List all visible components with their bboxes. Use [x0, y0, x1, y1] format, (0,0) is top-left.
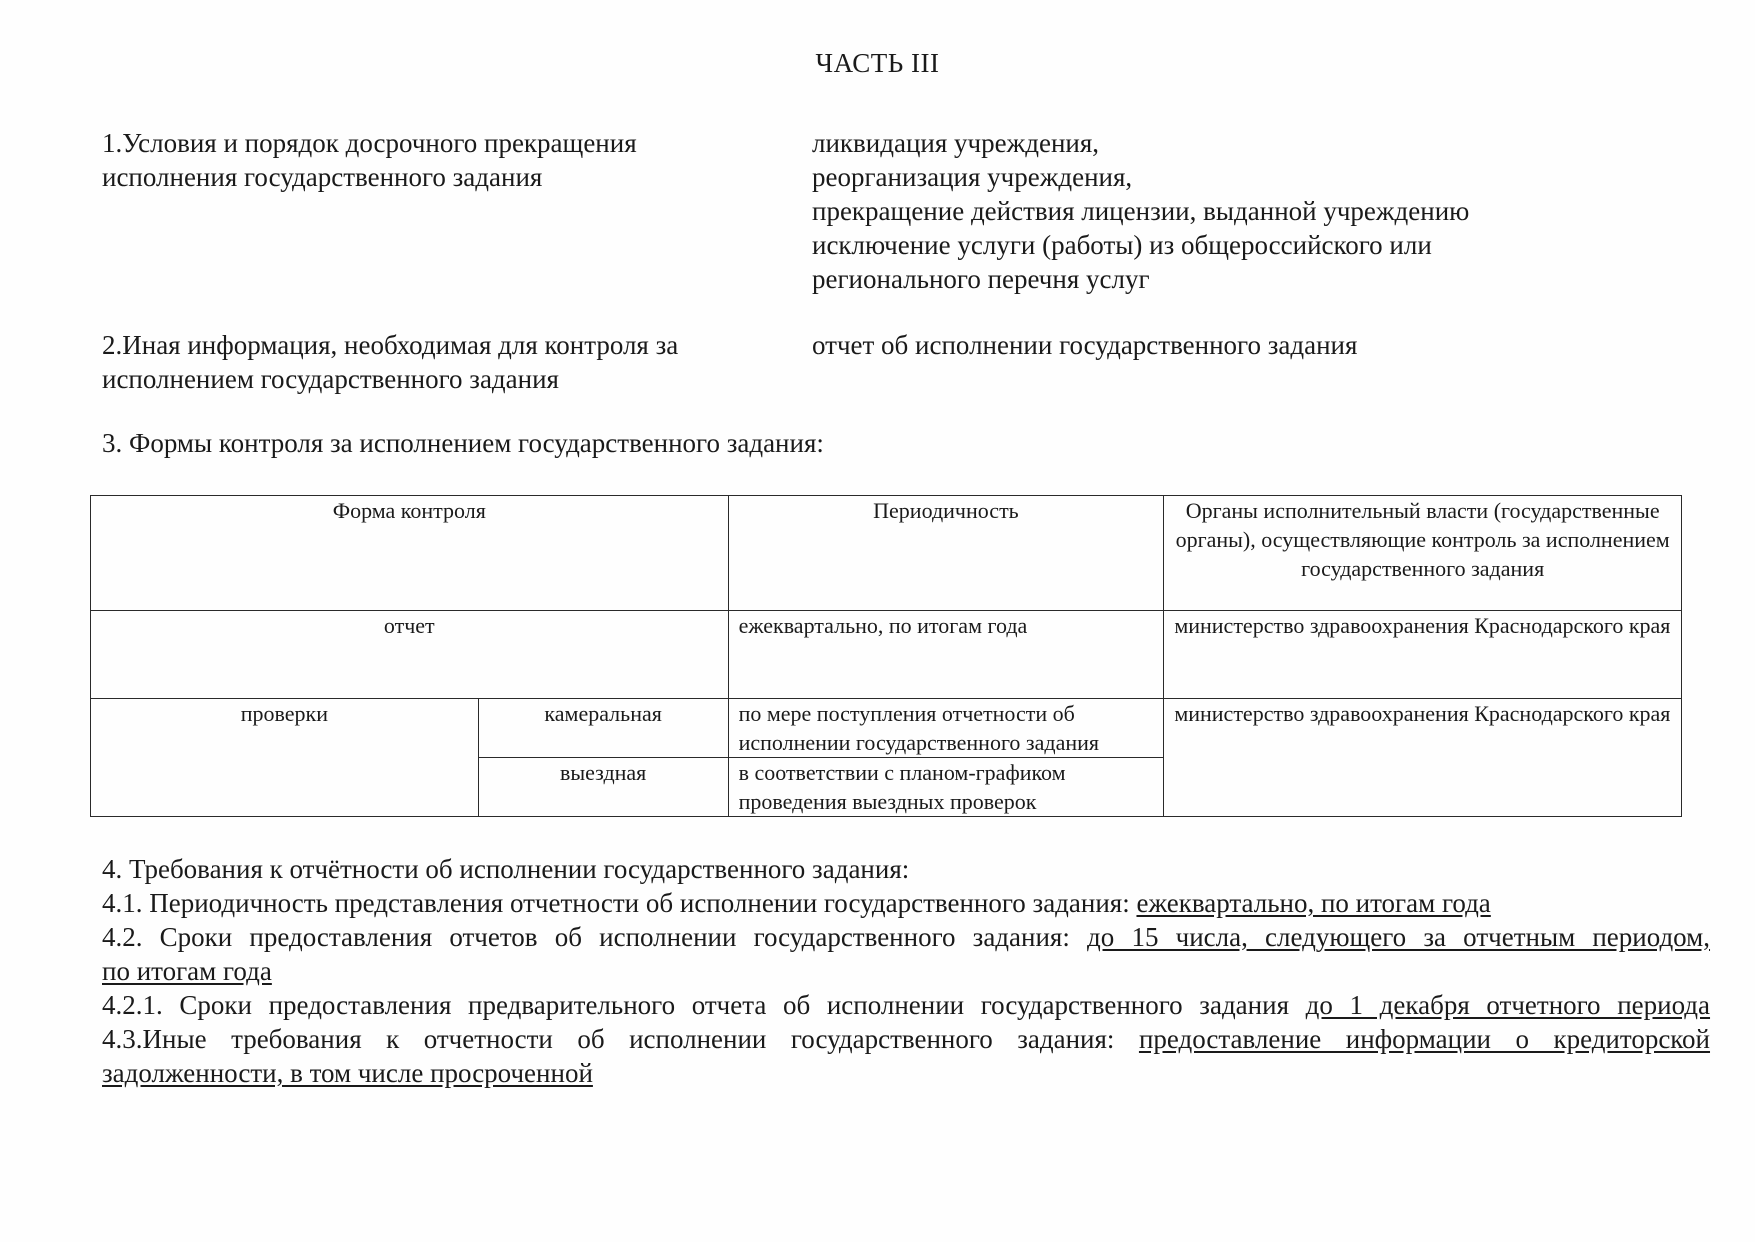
requirement-4-1 — [102, 886, 1710, 920]
table-header-row — [91, 496, 1682, 611]
section3-heading: 3. Формы контроля за исполнением государственного задания: — [102, 428, 824, 458]
table-row — [91, 699, 1682, 758]
section1-value — [812, 126, 1672, 296]
section2-value: отчет об исполнении государственного задания — [812, 330, 1358, 360]
header-period: Периодичность — [728, 496, 1164, 611]
requirement-4-3 — [102, 1022, 1710, 1056]
section1-label-line: 1.Условия и порядок досрочного прекращения — [102, 128, 637, 158]
checks-desk-period: по мере поступления отчетности об исполнении государственного задания — [728, 699, 1164, 758]
section2-label-line: 2.Иная информация, необходимая для контроля за — [102, 330, 679, 360]
requirement-4-2-cont — [102, 954, 1710, 988]
section1-value-line: реорганизация учреждения, — [812, 162, 1133, 192]
section2-label-line: исполнением государственного задания — [102, 364, 559, 394]
requirement-4-2-1-value: до 1 декабря отчетного периода — [1305, 990, 1711, 1020]
section1-label-line: исполнения государственного задания — [102, 162, 543, 192]
checks-desk-type: камеральная — [478, 699, 728, 758]
requirement-4-2-value-cont: по итогам года — [102, 956, 272, 986]
checks-form: проверки — [91, 699, 479, 817]
requirement-4-2-1-label: 4.2.1. Сроки предоставления предварительного отчета об исполнении государственного задания — [102, 990, 1289, 1020]
report-bodies: министерство здравоохранения Краснодарского края — [1164, 611, 1682, 699]
report-form: отчет — [91, 611, 729, 699]
section1-value-line: исключение услуги (работы) из общероссийского или — [812, 230, 1432, 260]
checks-bodies: министерство здравоохранения Краснодарского края — [1164, 699, 1682, 817]
section1-value-line: ликвидация учреждения, — [812, 128, 1100, 158]
requirement-4-2-label: 4.2. Сроки предоставления отчетов об исполнении государственного задания: — [102, 922, 1070, 952]
checks-field-period: в соответствии с планом-графиком проведения выездных проверок — [728, 758, 1164, 817]
requirement-4-2 — [102, 920, 1710, 954]
control-forms-table — [90, 495, 1682, 817]
header-form: Форма контроля — [91, 496, 729, 611]
section1-label — [102, 126, 742, 194]
requirement-4-3-label: 4.3.Иные требования к отчетности об исполнении государственного задания: — [102, 1024, 1115, 1054]
section1-value-line: регионального перечня услуг — [812, 264, 1150, 294]
report-period: ежеквартально, по итогам года — [728, 611, 1164, 699]
requirement-4-1-value: ежеквартально, по итогам года — [1136, 888, 1491, 918]
requirement-4-3-value: предоставление информации о кредиторской — [1138, 1024, 1711, 1054]
checks-field-type: выездная — [478, 758, 728, 817]
header-bodies: Органы исполнительный власти (государственные органы), осуществляющие контроль за исполнением государственного задания — [1164, 496, 1682, 611]
requirement-4-2-1 — [102, 988, 1710, 1022]
requirement-4-3-cont — [102, 1056, 1710, 1090]
page-title: ЧАСТЬ III — [815, 48, 940, 78]
requirement-4-3-value-cont: задолженности, в том числе просроченной — [102, 1058, 593, 1088]
requirements-heading: 4. Требования к отчётности об исполнении государственного задания: — [102, 854, 910, 884]
requirement-4-1-label: 4.1. Периодичность представления отчетности об исполнении государственного задания: — [102, 888, 1130, 918]
table-row — [91, 611, 1682, 699]
requirement-4-2-value: до 15 числа, следующего за отчетным периодом, — [1087, 922, 1711, 952]
section2-label — [102, 328, 782, 396]
section1-value-line: прекращение действия лицензии, выданной учреждению — [812, 196, 1470, 226]
